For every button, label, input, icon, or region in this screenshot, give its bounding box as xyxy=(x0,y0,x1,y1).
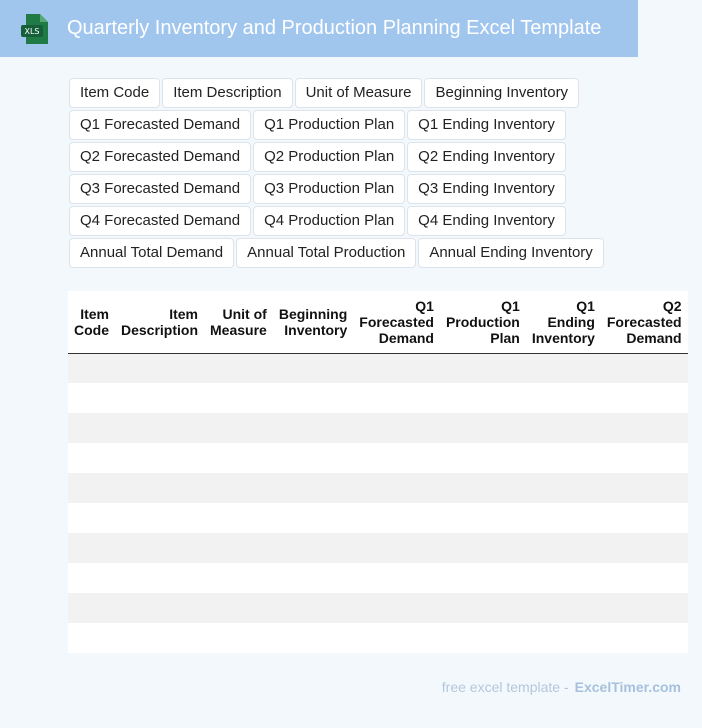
table-cell[interactable] xyxy=(440,383,526,413)
column-header-line: Ending xyxy=(547,313,595,330)
table-cell[interactable] xyxy=(440,533,526,563)
inventory-table-container xyxy=(68,291,682,653)
table-cell[interactable] xyxy=(115,413,204,443)
table-cell[interactable] xyxy=(353,473,440,503)
table-cell[interactable] xyxy=(273,413,353,443)
table-cell[interactable] xyxy=(68,503,115,533)
field-chip[interactable]: Unit of Measure xyxy=(295,78,423,108)
column-header-line: Item xyxy=(80,305,109,322)
table-row xyxy=(68,443,688,473)
table-cell[interactable] xyxy=(526,623,601,653)
field-chip[interactable]: Q1 Production Plan xyxy=(253,110,405,140)
column-header-line: Demand xyxy=(378,329,434,346)
page-title: Quarterly Inventory and Production Planning Excel Template xyxy=(67,17,602,39)
table-row xyxy=(68,533,688,563)
table-cell[interactable] xyxy=(601,563,688,593)
column-header-line: Q1 xyxy=(415,297,434,314)
column-header-line: Description xyxy=(121,321,199,338)
table-cell[interactable] xyxy=(68,443,115,473)
table-cell[interactable] xyxy=(601,623,688,653)
footer-brand-link[interactable]: ExcelTimer.com xyxy=(574,679,681,695)
table-cell[interactable] xyxy=(526,443,601,473)
table-row xyxy=(68,383,688,413)
chip-row xyxy=(69,174,629,204)
table-cell[interactable] xyxy=(204,593,273,623)
table-cell[interactable] xyxy=(273,503,353,533)
table-cell[interactable] xyxy=(273,473,353,503)
column-header xyxy=(601,291,688,353)
table-cell[interactable] xyxy=(601,443,688,473)
field-chip-list xyxy=(69,78,629,270)
column-header-line: Unit of xyxy=(222,305,267,322)
chip-row xyxy=(69,78,629,108)
table-row xyxy=(68,503,688,533)
table-cell[interactable] xyxy=(526,353,601,383)
column-header-line: Inventory xyxy=(531,329,595,346)
field-chip[interactable]: Q4 Ending Inventory xyxy=(407,206,566,236)
table-cell[interactable] xyxy=(353,503,440,533)
footer-text: free excel template - xyxy=(441,679,569,695)
table-cell[interactable] xyxy=(204,623,273,653)
table-cell[interactable] xyxy=(440,503,526,533)
table-row xyxy=(68,623,688,653)
table-row xyxy=(68,563,688,593)
excel-file-icon xyxy=(20,13,50,45)
chip-row xyxy=(69,238,629,268)
column-header-line: Measure xyxy=(210,321,267,338)
table-cell[interactable] xyxy=(526,533,601,563)
table-cell[interactable] xyxy=(353,533,440,563)
table-cell[interactable] xyxy=(68,353,115,383)
table-cell[interactable] xyxy=(440,563,526,593)
column-header xyxy=(353,291,440,353)
excel-icon-label: XLS xyxy=(24,27,40,36)
table-cell[interactable] xyxy=(115,383,204,413)
field-chip[interactable]: Annual Ending Inventory xyxy=(418,238,603,268)
table-cell[interactable] xyxy=(204,383,273,413)
table-cell[interactable] xyxy=(440,413,526,443)
column-header xyxy=(526,291,601,353)
column-header-line: Q1 xyxy=(576,297,595,314)
table-cell[interactable] xyxy=(526,503,601,533)
table-cell[interactable] xyxy=(273,443,353,473)
table-cell[interactable] xyxy=(601,353,688,383)
table-cell[interactable] xyxy=(115,443,204,473)
inventory-table xyxy=(68,291,688,653)
table-row xyxy=(68,413,688,443)
table-cell[interactable] xyxy=(68,533,115,563)
field-chip[interactable]: Q3 Production Plan xyxy=(253,174,405,204)
table-cell[interactable] xyxy=(115,353,204,383)
table-cell[interactable] xyxy=(115,563,204,593)
table-cell[interactable] xyxy=(440,473,526,503)
table-row xyxy=(68,353,688,383)
table-cell[interactable] xyxy=(68,473,115,503)
field-chip[interactable]: Q3 Ending Inventory xyxy=(407,174,566,204)
table-cell[interactable] xyxy=(273,353,353,383)
table-cell[interactable] xyxy=(601,503,688,533)
table-cell[interactable] xyxy=(601,383,688,413)
column-header-line: Code xyxy=(74,321,109,338)
table-cell[interactable] xyxy=(601,533,688,563)
table-cell[interactable] xyxy=(204,533,273,563)
table-cell[interactable] xyxy=(353,413,440,443)
field-chip[interactable]: Item Code xyxy=(69,78,160,108)
column-header xyxy=(68,291,115,353)
field-chip[interactable]: Item Description xyxy=(162,78,292,108)
header-bar xyxy=(0,0,638,57)
field-chip[interactable]: Q1 Forecasted Demand xyxy=(69,110,251,140)
table-cell[interactable] xyxy=(601,593,688,623)
column-header-line: Q1 xyxy=(501,297,520,314)
field-chip[interactable]: Annual Total Production xyxy=(236,238,416,268)
table-cell[interactable] xyxy=(440,443,526,473)
table-cell[interactable] xyxy=(440,623,526,653)
table-cell[interactable] xyxy=(353,383,440,413)
table-cell[interactable] xyxy=(115,473,204,503)
column-header-line: Plan xyxy=(490,329,520,346)
chip-row xyxy=(69,110,629,140)
table-cell[interactable] xyxy=(526,383,601,413)
field-chip[interactable]: Q2 Production Plan xyxy=(253,142,405,172)
column-header-line: Beginning xyxy=(278,305,348,322)
table-cell[interactable] xyxy=(273,533,353,563)
table-cell[interactable] xyxy=(440,353,526,383)
field-chip[interactable]: Annual Total Demand xyxy=(69,238,234,268)
chip-row xyxy=(69,206,629,236)
column-header-line: Demand xyxy=(626,329,682,346)
table-cell[interactable] xyxy=(353,443,440,473)
field-chip[interactable]: Q2 Forecasted Demand xyxy=(69,142,251,172)
field-chip[interactable]: Q2 Ending Inventory xyxy=(407,142,566,172)
column-header-line: Q2 xyxy=(662,297,682,314)
table-cell[interactable] xyxy=(68,623,115,653)
table-cell[interactable] xyxy=(526,413,601,443)
table-cell[interactable] xyxy=(68,593,115,623)
field-chip[interactable]: Q1 Ending Inventory xyxy=(407,110,566,140)
table-cell[interactable] xyxy=(115,593,204,623)
table-cell[interactable] xyxy=(353,563,440,593)
table-cell[interactable] xyxy=(68,413,115,443)
column-header-line: Production xyxy=(445,313,520,330)
table-cell[interactable] xyxy=(68,383,115,413)
column-header-line: Forecasted xyxy=(606,313,682,330)
table-cell[interactable] xyxy=(353,623,440,653)
table-cell[interactable] xyxy=(273,623,353,653)
column-header xyxy=(115,291,204,353)
field-chip[interactable]: Q4 Production Plan xyxy=(253,206,405,236)
table-row xyxy=(68,593,688,623)
column-header xyxy=(440,291,526,353)
table-cell[interactable] xyxy=(526,593,601,623)
table-cell[interactable] xyxy=(115,623,204,653)
table-cell[interactable] xyxy=(353,353,440,383)
table-header-row xyxy=(68,291,688,353)
table-cell[interactable] xyxy=(353,593,440,623)
table-cell[interactable] xyxy=(440,593,526,623)
table-cell[interactable] xyxy=(204,563,273,593)
table-row xyxy=(68,473,688,503)
table-cell[interactable] xyxy=(68,563,115,593)
table-cell[interactable] xyxy=(115,503,204,533)
chip-row xyxy=(69,142,629,172)
table-cell[interactable] xyxy=(204,353,273,383)
table-cell[interactable] xyxy=(273,593,353,623)
column-header xyxy=(204,291,273,353)
field-chip[interactable]: Q4 Forecasted Demand xyxy=(69,206,251,236)
table-cell[interactable] xyxy=(204,443,273,473)
column-header-line: Inventory xyxy=(284,321,348,338)
table-cell[interactable] xyxy=(273,563,353,593)
field-chip[interactable]: Q3 Forecasted Demand xyxy=(69,174,251,204)
table-cell[interactable] xyxy=(601,413,688,443)
field-chip[interactable]: Beginning Inventory xyxy=(424,78,579,108)
table-cell[interactable] xyxy=(204,503,273,533)
table-cell[interactable] xyxy=(204,473,273,503)
table-cell[interactable] xyxy=(273,383,353,413)
table-cell[interactable] xyxy=(204,413,273,443)
table-cell[interactable] xyxy=(526,473,601,503)
table-cell[interactable] xyxy=(526,563,601,593)
footer-credit xyxy=(442,679,681,695)
column-header-line: Item xyxy=(169,305,199,322)
column-header-line: Forecasted xyxy=(359,313,434,330)
table-cell[interactable] xyxy=(115,533,204,563)
column-header xyxy=(273,291,353,353)
table-cell[interactable] xyxy=(601,473,688,503)
